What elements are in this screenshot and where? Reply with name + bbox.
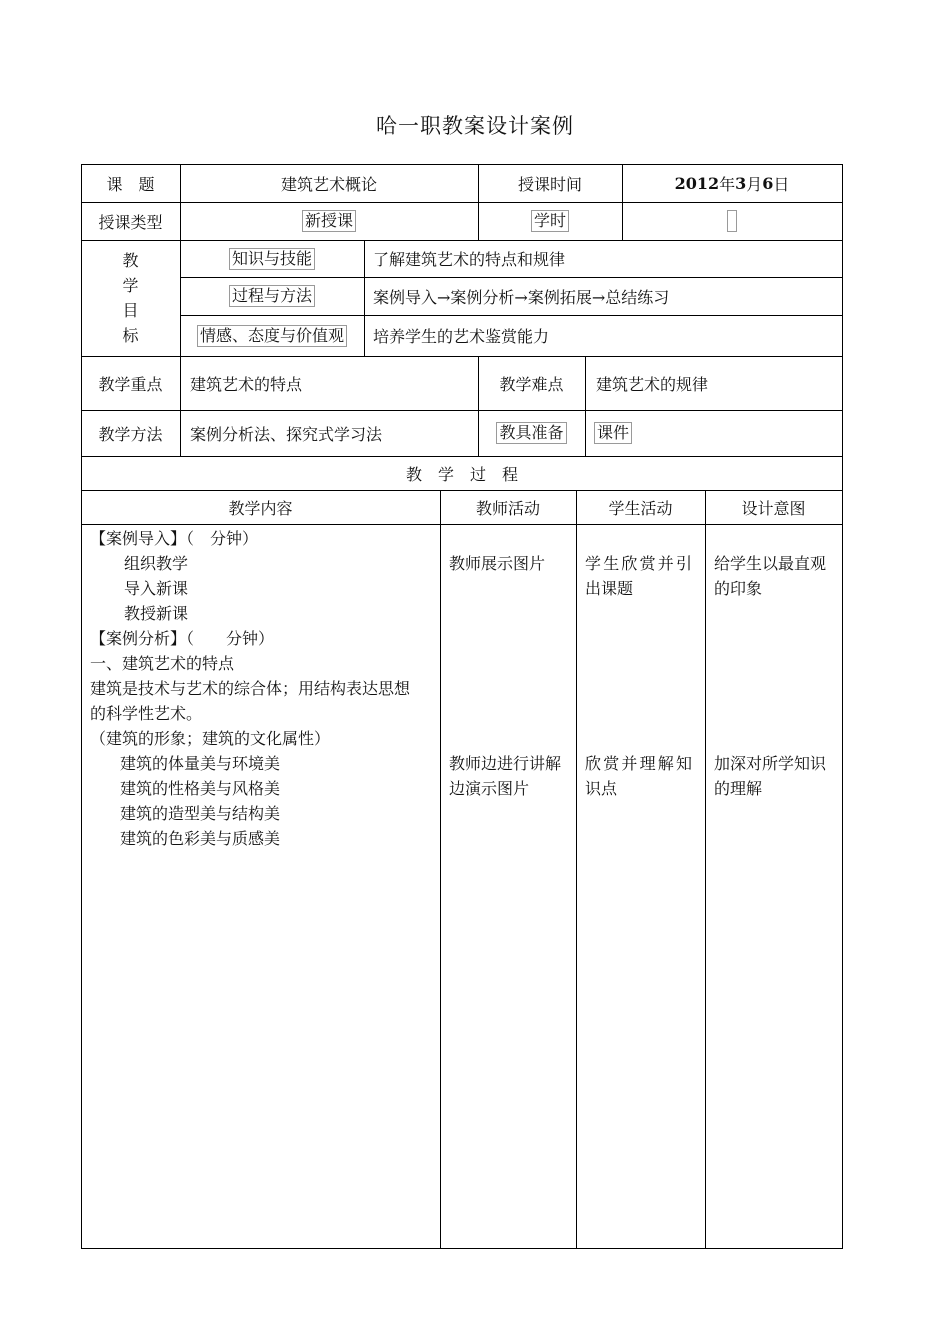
student-activity-line: 出课题 [585,579,634,598]
col-header-intent: 设计意图 [741,498,806,518]
design-intent-line: 的理解 [714,779,763,798]
document-title: 哈一职教案设计案例 [376,114,574,138]
design-intent-line: 给学生以最直观 [714,554,827,573]
prep-value-cell [594,410,834,456]
type-value-cell [180,202,478,240]
date-value [622,164,842,202]
hours-value [727,210,737,232]
col-header-content: 教学内容 [228,498,293,518]
type-value: 新授课 [302,210,356,232]
key-point-value: 建筑艺术的特点 [190,374,303,394]
content-line: 建筑的性格美与风格美 [120,779,281,798]
objective-content: 了解建筑艺术的特点和规律 [373,250,566,269]
teacher-activity-line: 教师展示图片 [449,554,546,573]
prep-label: 教具准备 [496,422,566,444]
col-header-student: 学生活动 [608,498,673,518]
design-intent-line: 加深对所学知识 [714,754,827,773]
objectives-label-char: 教 [122,251,139,270]
content-line: （建筑的形象；建筑的文化属性） [90,729,331,748]
objective-content: 培养学生的艺术鉴赏能力 [373,327,550,346]
hours-value-cell [622,202,842,240]
content-line: 导入新课 [124,579,189,598]
course-label: 课 题 [106,174,155,194]
content-line: 【案例分析】（ 分钟） [90,629,275,648]
objective-category: 知识与技能 [229,248,315,270]
hours-label: 学时 [531,210,569,232]
objective-category: 过程与方法 [229,285,315,307]
col-header-teacher: 教师活动 [475,498,540,518]
time-label: 授课时间 [517,174,582,194]
difficulty-label: 教学难点 [499,374,564,394]
date-day: 6 [762,173,774,193]
objectives-label-char: 学 [122,276,139,295]
objective-category-cell [180,315,364,356]
content-line: 建筑的造型美与结构美 [120,804,281,823]
objectives-label-char: 目 [122,301,139,320]
method-value: 案例分析法、探究式学习法 [190,424,383,444]
content-line: 建筑是技术与艺术的综合体；用结构表达思想 [90,679,411,698]
content-line: 【案例导入】（ 分钟） [90,529,259,548]
student-activity-line: 欣赏并理解知 [585,754,695,773]
course-value: 建筑艺术概论 [280,174,377,194]
type-label: 授课类型 [98,212,163,232]
date-year: 2012 [674,173,720,193]
date-year-unit: 年 [719,174,736,194]
student-activity-line: 学生欣赏并引 [585,554,695,573]
content-line: 教授新课 [124,604,189,623]
design-intent-line: 的印象 [714,579,763,598]
objective-content: 案例导入→案例分析→案例拓展→总结练习 [373,287,670,307]
date-month-unit: 月 [746,174,763,194]
teacher-activity-line: 边演示图片 [449,779,530,798]
date-month: 3 [735,173,747,193]
content-line: 一、建筑艺术的特点 [90,654,235,673]
method-label: 教学方法 [98,424,163,444]
objective-category-cell [180,277,364,315]
prep-value: 课件 [594,422,632,444]
content-line: 建筑的体量美与环境美 [120,754,281,773]
content-line: 的科学性艺术。 [90,704,203,723]
difficulty-value: 建筑艺术的规律 [596,374,709,394]
date-day-unit: 日 [773,174,790,194]
teacher-activity-line: 教师边进行讲解 [449,754,562,773]
hours-label-cell [478,202,622,240]
process-section-title: 教 学 过 程 [405,464,518,484]
objective-category: 情感、态度与价值观 [197,325,347,347]
content-line: 组织教学 [124,554,189,573]
content-line: 建筑的色彩美与质感美 [120,829,281,848]
objectives-label [81,240,180,356]
objective-category-cell [180,240,364,277]
student-activity-line: 识点 [585,779,618,798]
key-point-label: 教学重点 [98,374,163,394]
prep-label-cell [478,410,585,456]
objectives-label-char: 标 [122,326,139,345]
